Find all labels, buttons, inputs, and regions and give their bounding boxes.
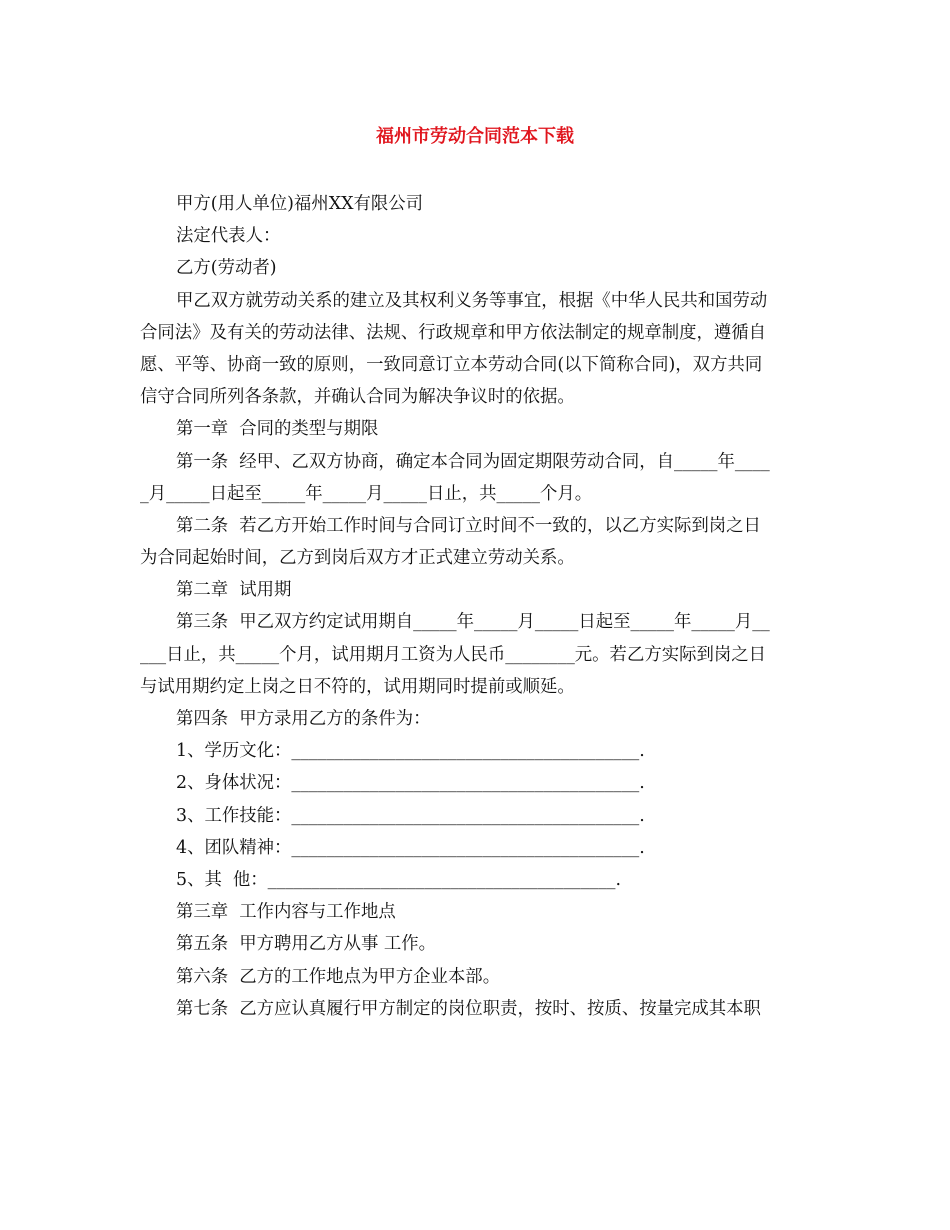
text-line: 第二条 若乙方开始工作时间与合同订立时间不一致的，以乙方实际到岗之日 bbox=[176, 515, 761, 536]
text-line: 第六条 乙方的工作地点为甲方企业本部。 bbox=[176, 966, 501, 987]
text-line: 与试用期约定上岗之日不符的，试用期同时提前或顺延。 bbox=[140, 676, 575, 697]
text-line: 2、身体状况：________________________________________. bbox=[176, 773, 645, 794]
text-line: 愿、平等、协商一致的原则，一致同意订立本劳动合同(以下简称合同)，双方共同 bbox=[140, 354, 763, 375]
text-line: 甲乙双方就劳动关系的建立及其权利义务等事宜，根据《中华人民共和国劳动 bbox=[176, 290, 768, 311]
document-title: 福州市劳动合同范本下载 bbox=[376, 126, 574, 147]
text-line: 5、其 他：________________________________________. bbox=[176, 869, 622, 890]
text-line: ___日止，共_____个月，试用期月工资为人民币________元。若乙方实际到岗之日 bbox=[140, 644, 767, 665]
text-line: 第四条 甲方录用乙方的条件为： bbox=[176, 709, 431, 729]
text-line: 1、学历文化：________________________________________. bbox=[176, 741, 645, 762]
text-line: 信守合同所列各条款，并确认合同为解决争议时的依据。 bbox=[140, 387, 575, 408]
text-line: 4、团队精神：________________________________________. bbox=[176, 837, 645, 858]
text-line: 第七条 乙方应认真履行甲方制定的岗位职责，按时、按质、按量完成其本职 bbox=[176, 998, 761, 1019]
text-line: 第三条 甲乙双方约定试用期自_____年_____月_____日起至_____年_____月__ bbox=[176, 612, 770, 633]
text-line: _月_____日起至_____年_____月_____日止，共_____个月。 bbox=[140, 483, 593, 504]
text-line: 第三章 工作内容与工作地点 bbox=[176, 902, 396, 923]
text-line: 第一章 合同的类型与期限 bbox=[176, 419, 379, 440]
text-line: 第二章 试用期 bbox=[176, 580, 292, 601]
text-line: 合同法》及有关的劳动法律、法规、行政规章和甲方依法制定的规章制度，遵循自 bbox=[140, 322, 767, 343]
text-line: 3、工作技能：________________________________________. bbox=[176, 805, 645, 826]
text-line: 为合同起始时间，乙方到岗后双方才正式建立劳动关系。 bbox=[140, 548, 575, 569]
text-line: 乙方(劳动者) bbox=[176, 258, 277, 279]
text-line: 第一条 经甲、乙双方协商，确定本合同为固定期限劳动合同，自_____年____ bbox=[176, 451, 770, 472]
document-body bbox=[140, 188, 812, 1025]
text-line: 第五条 甲方聘用乙方从事 工作。 bbox=[176, 934, 437, 955]
text-line: 甲方(用人单位)福州XX有限公司 bbox=[176, 194, 424, 214]
text-line: 法定代表人： bbox=[176, 226, 281, 247]
